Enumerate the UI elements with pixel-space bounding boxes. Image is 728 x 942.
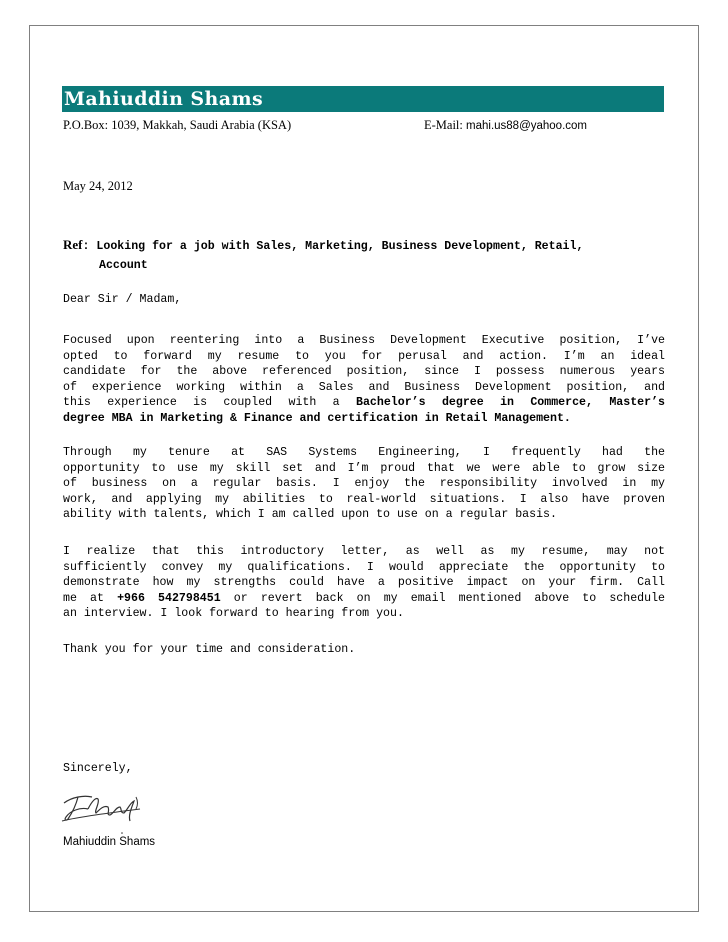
paragraph-text: this experience is coupled with a [63, 396, 357, 409]
paragraph-line: Through my tenure at SAS Systems Engineering, I frequently had the [63, 446, 665, 459]
paragraph-line [63, 395, 665, 411]
contact-line [63, 118, 663, 134]
reference-line [63, 236, 665, 274]
degree-highlight-2: degree MBA in Marketing & Finance and certification in Retail Management. [63, 411, 571, 425]
salutation: Dear Sir / Madam, [63, 293, 182, 306]
paragraph-line: opportunity to use my skill set and I’m proud that we were able to grow size [63, 461, 665, 475]
email-link[interactable]: mahi.us88@yahoo.com [466, 120, 588, 132]
paragraph-3 [63, 544, 665, 622]
paragraph-text: or revert back on my email mentioned above to schedule [220, 591, 666, 605]
paragraph-line [63, 591, 665, 607]
paragraph-line: of business on a regular basis. I enjoy the responsibility involved in my [63, 477, 665, 490]
paragraph-line: work, and applying my abilities to real-world situations. I also have proven [63, 492, 665, 506]
degree-highlight: Bachelor’s degree in Commerce, Master’s [356, 396, 665, 409]
reference-text-1: : Looking for a job with Sales, Marketing, Business Development, Retail, [82, 240, 584, 253]
reference-text-2: Account [99, 259, 148, 272]
paragraph-line [63, 411, 665, 427]
paragraph-text: me at [63, 591, 118, 605]
paragraph-line: Focused upon reentering into a Business Development Executive position, I’ve [63, 334, 665, 347]
phone-number: +966 542798451 [117, 591, 221, 605]
paragraph-line: an interview. I look forward to hearing from you. [63, 607, 404, 620]
email-label: E-Mail: [424, 118, 467, 132]
paragraph-line: demonstrate how my strengths could have a positive impact on your firm. Call [63, 576, 665, 589]
closing-thanks: Thank you for your time and consideration. [63, 643, 356, 656]
paragraph-line: candidate for the above referenced position, since I possess numerous years [63, 365, 665, 378]
letter-date: May 24, 2012 [63, 179, 133, 193]
name-banner [62, 86, 664, 112]
sender-address: P.O.Box: 1039, Makkah, Saudi Arabia (KSA) [63, 118, 292, 132]
sign-off: Sincerely, [63, 762, 133, 775]
signature-image [58, 787, 148, 835]
paragraph-line: opted to forward my resume to you for perusal and action. I’m an ideal [63, 349, 665, 363]
paragraph-1 [63, 333, 665, 426]
paragraph-2 [63, 445, 665, 523]
paragraph-line: sufficiently convey my qualifications. I would appreciate the opportunity to [63, 560, 665, 574]
sender-name: Mahiuddin Shams [64, 88, 264, 110]
email-block [424, 118, 587, 133]
signer-name: Mahiuddin Shams [63, 836, 156, 848]
paragraph-line: of experience working within a Sales and Business Development position, and [63, 380, 665, 394]
paragraph-line: I realize that this introductory letter, as well as my resume, may not [63, 545, 665, 558]
paragraph-line: ability with talents, which I am called upon to use on a regular basis. [63, 508, 557, 521]
reference-label: Ref [63, 237, 83, 252]
